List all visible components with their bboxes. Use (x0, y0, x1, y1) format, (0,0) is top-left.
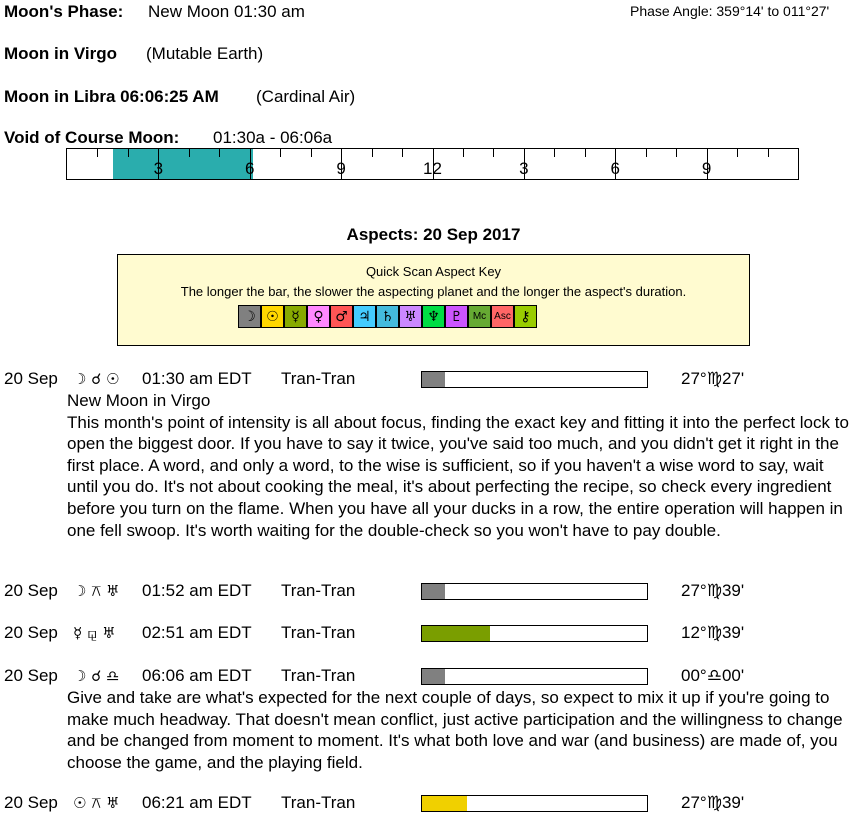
venus-icon: ♀ (307, 305, 330, 328)
aspect-duration-fill (422, 796, 467, 811)
aspect-duration-fill (422, 584, 445, 599)
timeline-tick (646, 149, 647, 157)
aspects-title: Aspects: 20 Sep 2017 (346, 225, 521, 244)
timeline-tick (402, 149, 403, 157)
aspect-duration-fill (422, 372, 445, 387)
aspect-time: 02:51 am EDT (142, 623, 252, 642)
moon-ingress-element: (Cardinal Air) (256, 87, 356, 106)
moon-phase-label: Moon's Phase: (4, 2, 124, 21)
timeline-hour-label: 9 (701, 159, 712, 178)
void-of-course-label: Void of Course Moon: (4, 128, 180, 147)
aspect-time: 01:52 am EDT (142, 581, 252, 600)
chiron-icon: ⚷ (514, 305, 537, 328)
aspect-position: 00°♎00' (681, 666, 745, 685)
aspect-type: Tran-Tran (281, 623, 356, 642)
planet-key-row (238, 305, 537, 328)
timeline-hour-label: 9 (336, 159, 346, 178)
aspect-position: 27°♍27' (681, 369, 745, 388)
aspect-symbols: ☿ ⚼ ♅ (73, 624, 116, 642)
aspect-symbols: ☽ ⚻ ♅ (73, 582, 120, 600)
timeline-tick (737, 149, 738, 157)
aspect-position: 27°♍39' (681, 581, 745, 600)
aspect-position: 27°♍39' (681, 793, 745, 812)
mars-icon: ♂ (330, 305, 353, 328)
aspect-description: This month's point of intensity is all about focus, finding the exact key and fitting it into the perfect lock to open the biggest door. If you have to say it twice, you've said too much, and you didn't get it right in the first place. A word, and only a word, to the wise is sufficient, so if you haven't a wise word to say, wait until you do. It's not about cooking the meal, it's about perfecting the recipe, so check every ingredient before you turn on the flame. When you have all your ducks in a row, the entire operation will happen in one fell swoop. It's worth waiting for the double-check so you won't have to pay double. (67, 412, 849, 540)
aspect-key-subtitle: The longer the bar, the slower the aspecting planet and the longer the aspect's duration. (180, 284, 687, 299)
timeline-hour-label: 3 (519, 159, 529, 178)
pluto-icon: ♇ (445, 305, 468, 328)
moon-sign-element: (Mutable Earth) (146, 44, 264, 63)
phase-angle: Phase Angle: 359°14' to 011°27' (630, 3, 830, 19)
aspect-key-box (117, 254, 750, 346)
uranus-icon: ♅ (399, 305, 422, 328)
aspect-key-title: Quick Scan Aspect Key (365, 264, 502, 279)
moon-ingress-label: Moon in Libra 06:06:25 AM (4, 87, 219, 106)
timeline-tick (97, 149, 98, 157)
aspect-date: 20 Sep (4, 581, 58, 600)
aspect-duration-bar (421, 583, 648, 600)
ascendant-icon: Asc (491, 305, 514, 328)
aspect-duration-fill (422, 669, 445, 684)
mercury-icon: ☿ (284, 305, 307, 328)
moon-phase-value: New Moon 01:30 am (148, 2, 305, 21)
timeline-tick (128, 149, 129, 157)
aspect-position: 12°♍39' (681, 623, 745, 642)
moon-sign-label: Moon in Virgo (4, 44, 118, 63)
saturn-icon: ♄ (376, 305, 399, 328)
aspect-time: 06:21 am EDT (142, 793, 252, 812)
timeline-tick (311, 149, 312, 157)
timeline-tick (554, 149, 555, 157)
aspect-type: Tran-Tran (281, 666, 356, 685)
timeline-tick (585, 149, 586, 157)
timeline-tick (280, 149, 281, 157)
void-of-course-value: 01:30a - 06:06a (213, 128, 333, 147)
aspect-time: 06:06 am EDT (142, 666, 252, 685)
timeline-tick (372, 149, 373, 157)
aspect-duration-bar (421, 668, 648, 685)
timeline-hour-label: 3 (153, 159, 164, 178)
aspect-symbols: ☉ ⚻ ♅ (73, 794, 120, 812)
aspect-type: Tran-Tran (281, 581, 356, 600)
timeline-hour-label: 12 (423, 159, 442, 178)
aspect-symbols: ☽ ☌ ☉ (73, 370, 120, 388)
aspect-duration-bar (421, 795, 648, 812)
neptune-icon: ♆ (422, 305, 445, 328)
aspect-date: 20 Sep (4, 623, 58, 642)
aspect-duration-bar (421, 371, 648, 388)
aspect-duration-fill (422, 626, 490, 641)
aspect-symbols: ☽ ☌ ♎ (73, 667, 120, 685)
aspect-type: Tran-Tran (281, 793, 356, 812)
timeline-tick (463, 149, 464, 157)
aspect-heading: New Moon in Virgo (67, 391, 211, 410)
jupiter-icon: ♃ (353, 305, 376, 328)
timeline-tick (219, 149, 220, 157)
timeline-tick (676, 149, 677, 157)
timeline-hour-label: 6 (245, 159, 255, 178)
aspect-date: 20 Sep (4, 666, 58, 685)
timeline-hour-label: 6 (610, 159, 620, 178)
void-of-course-timeline (66, 148, 799, 180)
aspect-description: Give and take are what's expected for the next couple of days, so expect to mix it up if you're going to make much headway. That doesn't mean conflict, just active participation and the willingness to change and be changed from moment to moment. It's what both love and war (and business) are made of, you choose the game, and the playing field. (67, 688, 843, 772)
void-of-course-fill (113, 149, 253, 179)
timeline-tick (768, 149, 769, 157)
timeline-tick (493, 149, 494, 157)
aspect-date: 20 Sep (4, 369, 58, 388)
aspect-time: 01:30 am EDT (142, 369, 252, 388)
aspect-type: Tran-Tran (281, 369, 356, 388)
moon-icon: ☽ (238, 305, 261, 328)
sun-icon: ☉ (261, 305, 284, 328)
aspect-duration-bar (421, 625, 648, 642)
aspect-date: 20 Sep (4, 793, 58, 812)
timeline-tick (189, 149, 190, 157)
midheaven-icon: Mc (468, 305, 491, 328)
